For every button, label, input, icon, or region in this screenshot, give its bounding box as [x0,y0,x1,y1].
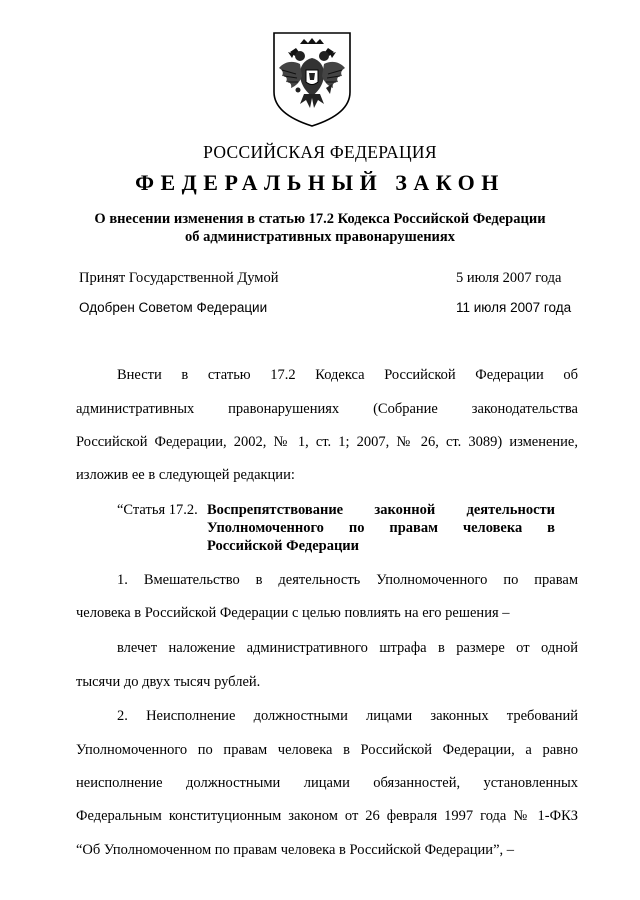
council-approval-date: 11 июля 2007 года [456,300,572,315]
paragraph-2-line: неисполнение должностными лицами обязанностей, установленных [76,775,578,791]
duma-adoption-label: Принят Государственной Думой [79,270,279,286]
intro-line: Российской Федерации, 2002, № 1, ст. 1; 2007, № 26, ст. 3089) изменение, [76,434,578,450]
intro-line: Внести в статью 17.2 Кодекса Российской Федерации об [117,367,578,383]
intro-line: административных правонарушениях (Собрание законодательства [76,401,578,417]
double-headed-eagle-icon [270,30,354,128]
country-title: РОССИЙСКАЯ ФЕДЕРАЦИЯ [203,142,437,162]
intro-line: изложив ее в следующей редакции: [76,467,295,483]
law-subject-line-2: об административных правонарушениях [184,229,456,245]
paragraph-2-line: Федеральным конституционным законом от 26 февраля 1997 года № 1-ФКЗ [76,808,578,824]
article-title-line: Российской Федерации [207,538,360,554]
penalty-1-line: влечет наложение административного штрафа в размере от одной [117,640,578,656]
paragraph-2-line: “Об Уполномоченном по правам человека в Российской Федерации”, – [76,842,515,858]
council-approval-label: Одобрен Советом Федерации [79,300,268,315]
paragraph-1-line: человека в Российской Федерации с целью повлиять на его решения – [76,605,510,621]
law-subject-line-1: О внесении изменения в статью 17.2 Кодекса Российской Федерации [94,211,546,227]
article-title-line: Воспрепятствование законной деятельности [207,502,555,518]
penalty-1-line: тысячи до двух тысяч рублей. [76,674,261,690]
article-number: “Статья 17.2. [117,502,198,518]
article-title-line: Уполномоченного по правам человека в [207,520,555,536]
document-type-title: ФЕДЕРАЛЬНЫЙ ЗАКОН [135,170,505,195]
paragraph-1-line: 1. Вмешательство в деятельность Уполномоченного по правам [117,572,578,588]
coat-of-arms-emblem [270,30,354,128]
paragraph-2-line: Уполномоченного по правам человека в Российской Федерации, а равно [76,742,578,758]
paragraph-2-line: 2. Неисполнение должностными лицами законных требований [117,708,578,724]
duma-adoption-date: 5 июля 2007 года [456,270,562,286]
